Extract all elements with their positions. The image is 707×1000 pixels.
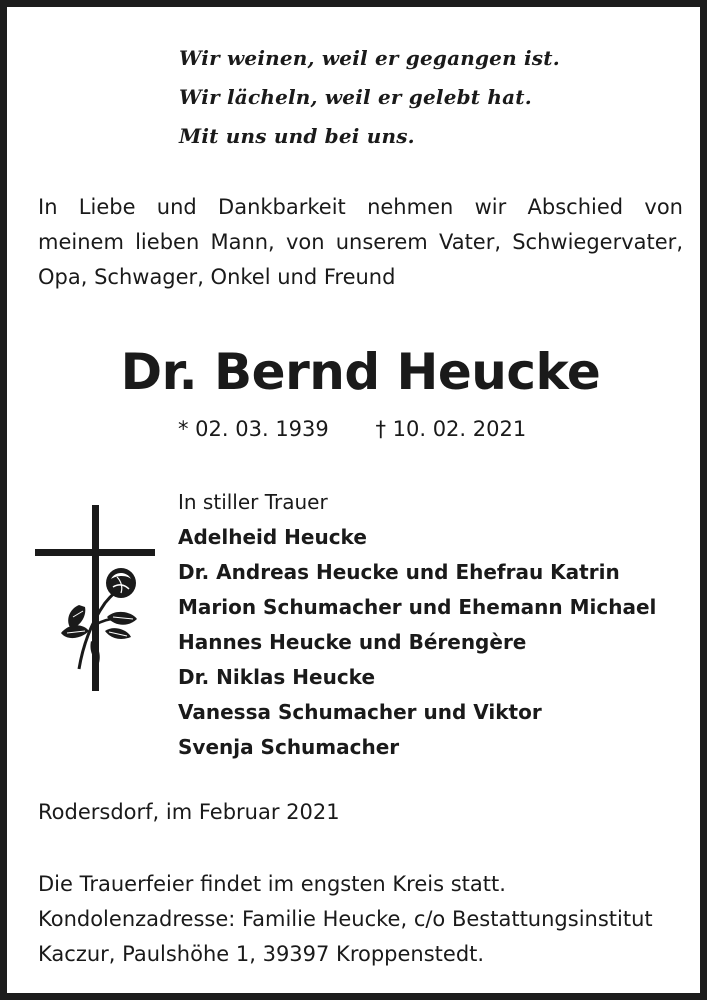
- mourner-name: Dr. Niklas Heucke: [178, 665, 376, 689]
- mourner-name: Dr. Andreas Heucke und Ehefrau Katrin: [178, 560, 620, 584]
- birth-date: * 02. 03. 1939: [178, 417, 329, 441]
- intro-line-1: In Liebe und Dankbarkeit nehmen wir Abschied von: [38, 195, 683, 219]
- funeral-info: [38, 867, 683, 972]
- mourner-name: Marion Schumacher und Ehemann Michael: [178, 595, 657, 619]
- death-date: † 10. 02. 2021: [375, 417, 527, 441]
- mourner-name: Hannes Heucke und Bérengère: [178, 630, 527, 654]
- intro-line-2: meinem lieben Mann, von unserem Vater, Schwiegervater,: [38, 230, 683, 254]
- poem-line-3: Mit uns und bei uns.: [179, 124, 415, 148]
- place-and-date: Rodersdorf, im Februar 2021: [38, 800, 340, 824]
- poem-line-2: Wir lächeln, weil er gelebt hat.: [179, 85, 532, 109]
- condolence-address-line-2: Kaczur, Paulshöhe 1, 39397 Kroppenstedt.: [38, 942, 485, 966]
- mourners-list: [178, 485, 656, 765]
- cross-with-rose-icon: [35, 505, 159, 695]
- deceased-name: Dr. Bernd Heucke: [120, 343, 601, 401]
- mourner-name: Svenja Schumacher: [178, 735, 400, 759]
- poem: [179, 39, 560, 156]
- intro-text: [38, 190, 683, 295]
- intro-line-3: Opa, Schwager, Onkel und Freund: [38, 265, 396, 289]
- mourners-intro: In stiller Trauer: [178, 490, 328, 514]
- mourner-name: Adelheid Heucke: [178, 525, 367, 549]
- condolence-address-line-1: Kondolenzadresse: Familie Heucke, c/o Bestattungsinstitut: [38, 907, 653, 931]
- poem-line-1: Wir weinen, weil er gegangen ist.: [179, 46, 560, 70]
- mourner-name: Vanessa Schumacher und Viktor: [178, 700, 542, 724]
- funeral-info-line-1: Die Trauerfeier findet im engsten Kreis statt.: [38, 872, 506, 896]
- life-dates: [178, 414, 526, 444]
